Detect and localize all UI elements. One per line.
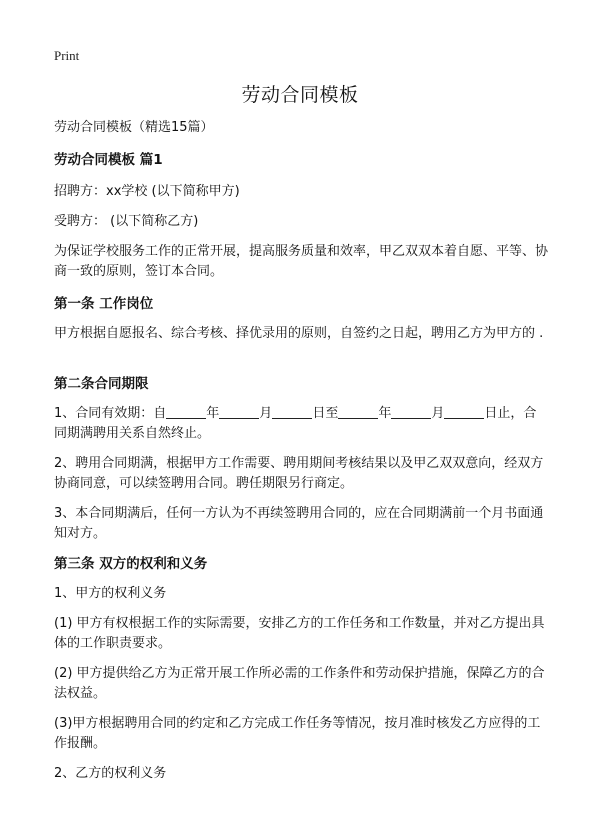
term-year2: 年 [378,406,392,421]
document-subtitle: 劳动合同模板（精选15篇） [54,120,214,135]
blank-start-year [166,404,206,419]
blank-end-month [391,404,431,419]
section2-item3: 3、本合同期满后，任何一方认为不再续签聘用合同的，应在合同期满前一个月书面通知对方。 [54,506,544,541]
section3-subheading-employee: 2、乙方的权利义务 [54,766,167,781]
blank-end-day [444,404,484,419]
section2-item2: 2、聘用合同期满，根据甲方工作需要、聘用期间考核结果以及甲乙双双意向，经双方协商同意，可以续签聘用合同。聘任期限另行商定。 [54,456,544,491]
term-suffix: 日止，合同期满聘用关系自然终止。 [54,406,537,441]
term-month1: 月 [259,406,273,421]
employer-line: 招聘方：xx学校 (以下简称甲方) [54,184,240,199]
employee-line: 受聘方： (以下简称乙方) [54,214,199,229]
term-day1: 日至 [312,406,339,421]
section3-subheading-employer: 1、甲方的权利义务 [54,586,167,601]
section3-heading: 第三条 双方的权利和义务 [54,556,208,572]
term-month2: 月 [431,406,445,421]
section3-item1: (1) 甲方有权根据工作的实际需要，安排乙方的工作任务和工作数量，并对乙方提出具体的工作职责要求。 [54,616,545,651]
term-prefix: 1、合同有效期：自 [54,406,167,421]
term-year1: 年 [206,406,220,421]
section1-paragraph: 甲方根据自愿报名、综合考核、择优录用的原则，自签约之日起，聘用乙方为甲方的 . [54,326,544,341]
blank-start-month [219,404,259,419]
term-clause [54,404,548,444]
section3-item2: (2) 甲方提供给乙方为正常开展工作所必需的工作条件和劳动保护措施，保障乙方的合法权益。 [54,666,545,701]
section1-heading: 第一条 工作岗位 [54,296,154,312]
intro-paragraph: 为保证学校服务工作的正常开展，提高服务质量和效率，甲乙双双本着自愿、平等、协商一致的原则，签订本合同。 [54,244,549,279]
page-title: 劳动合同模板 [241,84,359,106]
blank-end-year [338,404,378,419]
section3-item3: (3)甲方根据聘用合同的约定和乙方完成工作任务等情况，按月准时核发乙方应得的工作报酬。 [54,716,541,751]
blank-start-day [272,404,312,419]
print-link[interactable]: Print [54,48,80,63]
section2-heading: 第二条合同期限 [54,376,149,392]
article-heading: 劳动合同模板 篇1 [54,152,163,168]
